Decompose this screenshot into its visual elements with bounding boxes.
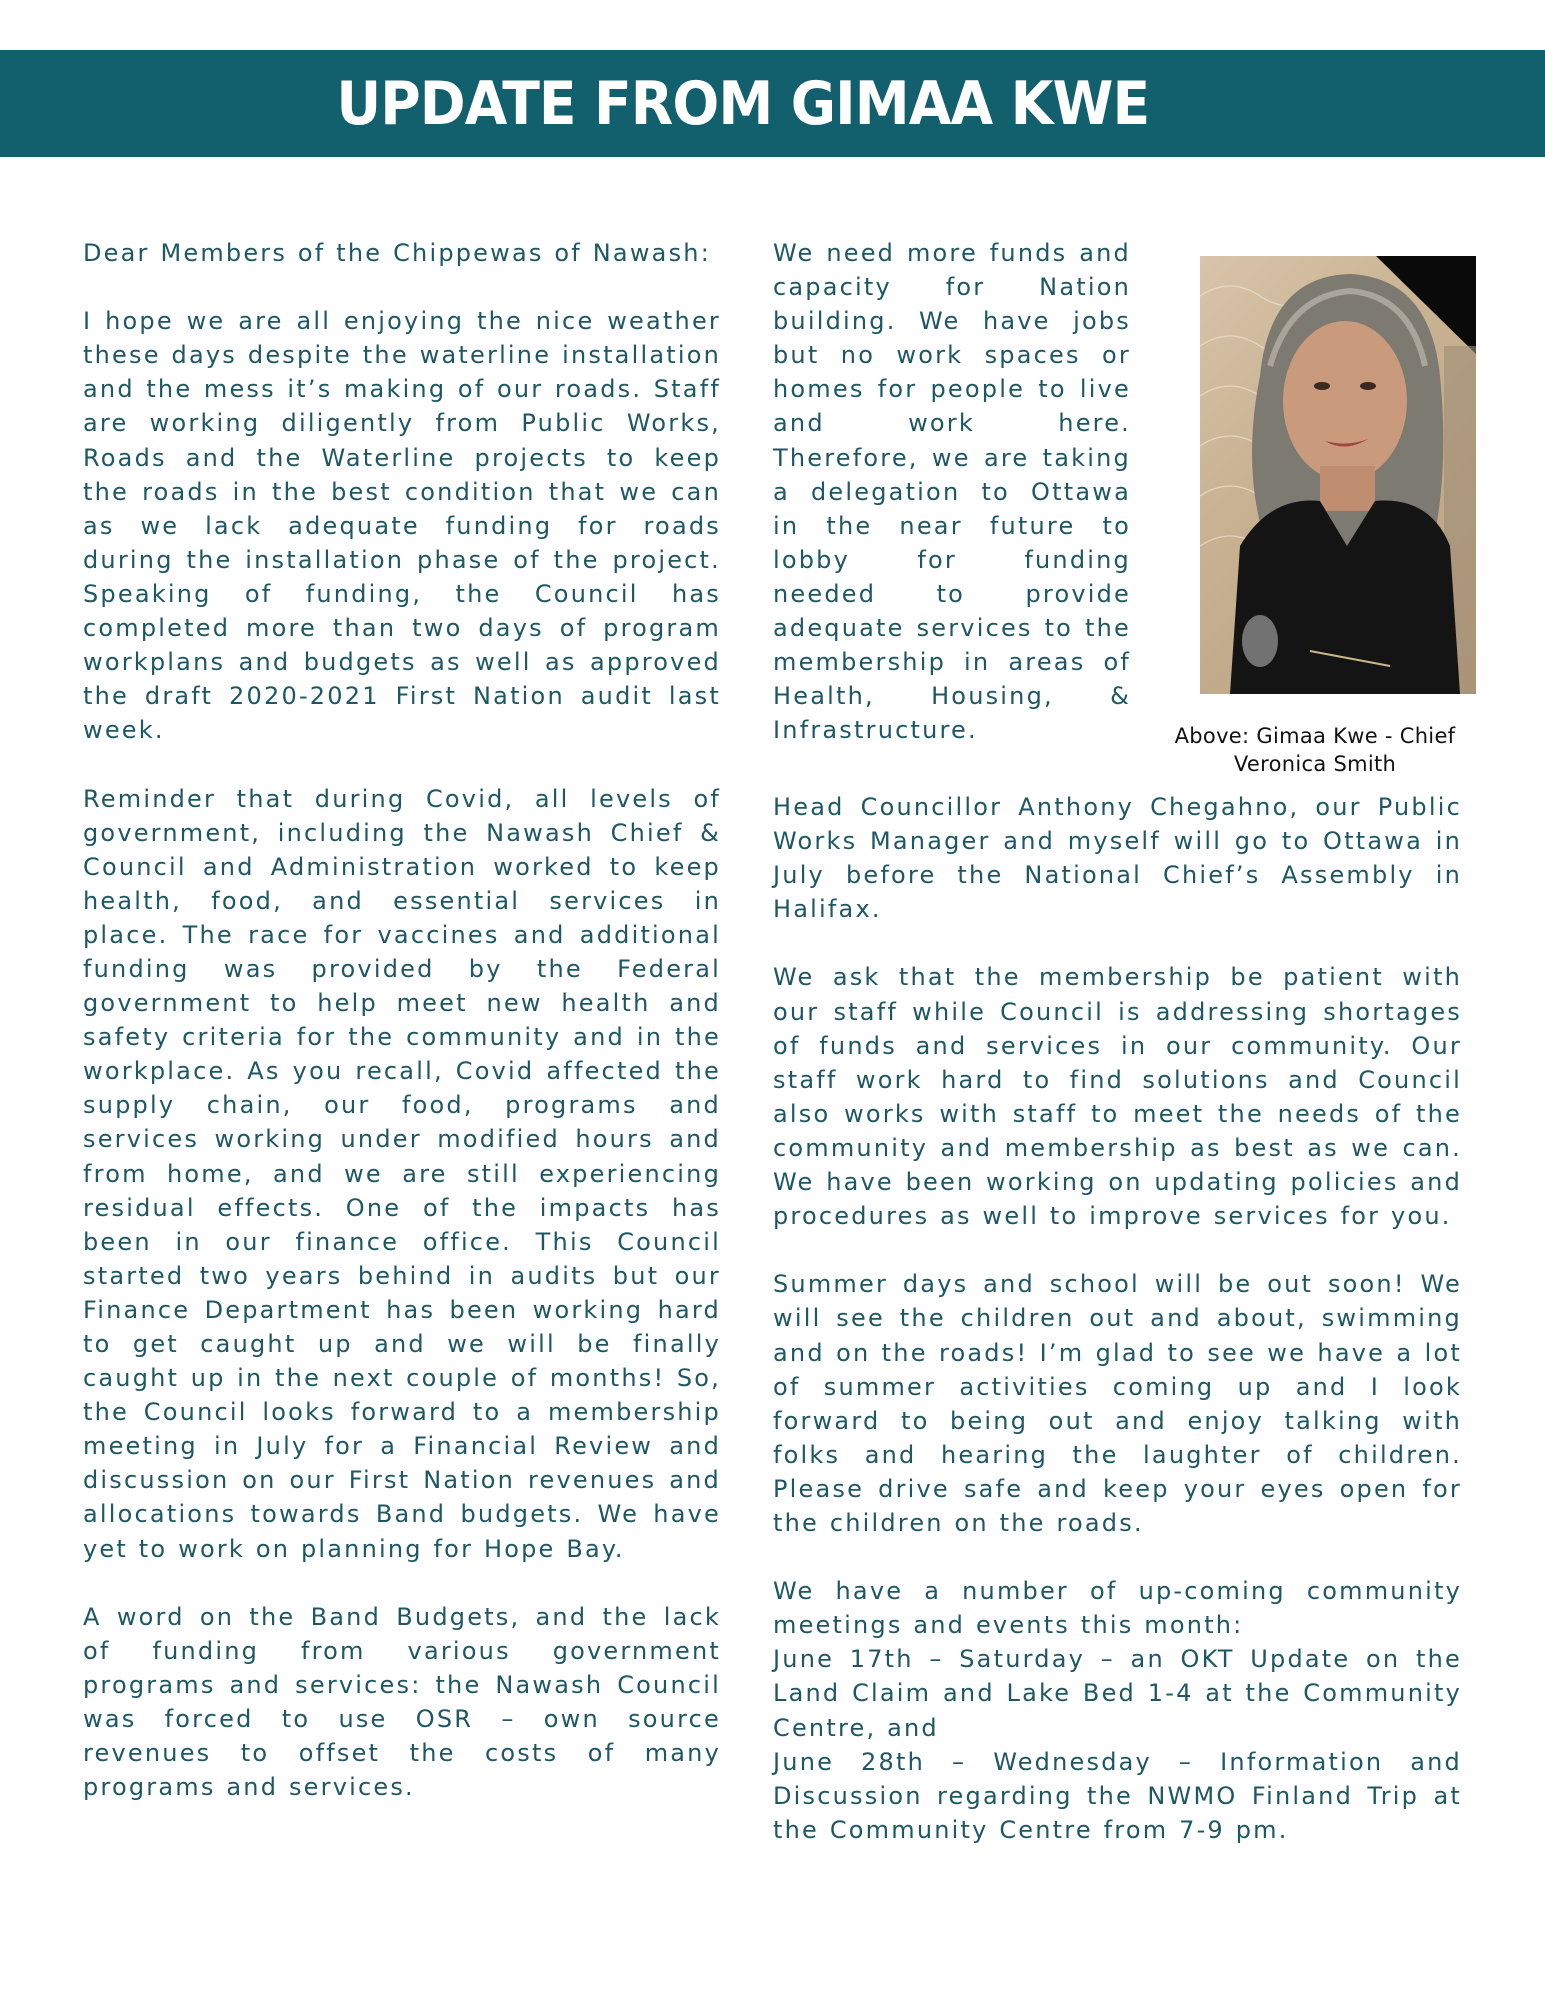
event-item: June 28th – Wednesday – Information and Discussion regarding the NWMO Finland Trip at the Community Centre from 7-9 pm. [773, 1747, 1462, 1844]
right-column-top [773, 236, 1131, 782]
paragraph-band-budgets: A word on the Band Budgets, and the lack of funding from various government programs and services: the Nawash Council was forced to use OSR – own source revenues to offset the costs of many programs and services. [83, 1602, 721, 1802]
paragraph-ottawa-trip: Head Councillor Anthony Chegahno, our Public Works Manager and myself will go to Ottawa in July before the National Chief’s Assembly in Halifax. [773, 793, 1462, 924]
page-title: UPDATE FROM GIMAA KWE [336, 68, 1149, 139]
salutation: Dear Members of the Chippewas of Nawash: [83, 239, 711, 267]
face [1283, 321, 1407, 481]
events-intro: We have a number of up-coming community meetings and events this month: [773, 1577, 1462, 1640]
paragraph-nation-building: We need more funds and capacity for Nation building. We have jobs but no work spaces or homes for people to live and work here. Therefore, we are taking a delegation to Ottawa in the near future to lobby for funding needed to provide adequate services to the membership in areas of Health, Housing, & Infrastructure. [773, 239, 1131, 745]
right-column [773, 790, 1462, 1847]
events-section [773, 1574, 1462, 1847]
paragraph-weather-roads: I hope we are all enjoying the nice weather these days despite the waterline installation and the mess it’s making of our roads. Staff are working diligently from Public Works, Roads and the Waterline projects to keep the roads in the best condition that we can as we lack adequate funding for roads during the installation phase of the project. Speaking of funding, the Council has completed more than two days of program workplans and budgets as well as approved the draft 2020-2021 First Nation audit last week. [83, 307, 721, 745]
chief-portrait-photo [1200, 256, 1476, 694]
header-banner [0, 50, 1545, 157]
paragraph-summer: Summer days and school will be out soon! We will see the children out and about, swimming and on the roads! I’m glad to see we have a lot of summer activities coming up and I look forward to being out and enjoy talking with folks and hearing the laughter of children. Please drive safe and keep your eyes open for the children on the roads. [773, 1270, 1462, 1537]
caption-line-2: Veronica Smith [1233, 752, 1397, 776]
photo-caption [1155, 722, 1475, 778]
event-item: June 17th – Saturday – an OKT Update on the Land Claim and Lake Bed 1-4 at the Community Centre, and [773, 1645, 1462, 1742]
caption-line-1: Above: Gimaa Kwe - Chief [1174, 724, 1456, 748]
paragraph-covid-finance: Reminder that during Covid, all levels of government, including the Nawash Chief & Council and Administration worked to keep health, food, and essential services in place. The race for vaccines and additional funding was provided by the Federal government to help meet new health and safety criteria for the community and in the workplace. As you recall, Covid affected the supply chain, our food, programs and services working under modified hours and from home, and we are still experiencing residual effects. One of the impacts has been in our finance office. This Council started two years behind in audits but our Finance Department has been working hard to get caught up and we will be finally caught up in the next couple of months! So, the Council looks forward to a membership meeting in July for a Financial Review and discussion on our First Nation revenues and allocations towards Band budgets. We have yet to work on planning for Hope Bay. [83, 784, 721, 1563]
portrait-illustration [1200, 256, 1476, 694]
left-column [83, 236, 721, 1838]
paragraph-patience: We ask that the membership be patient with our staff while Council is addressing shortages of funds and services in our community. Our staff work hard to find solutions and Council also works with staff to meet the needs of the community and membership as best as we can. We have been working on updating policies and procedures as well to improve services for you. [773, 963, 1462, 1231]
